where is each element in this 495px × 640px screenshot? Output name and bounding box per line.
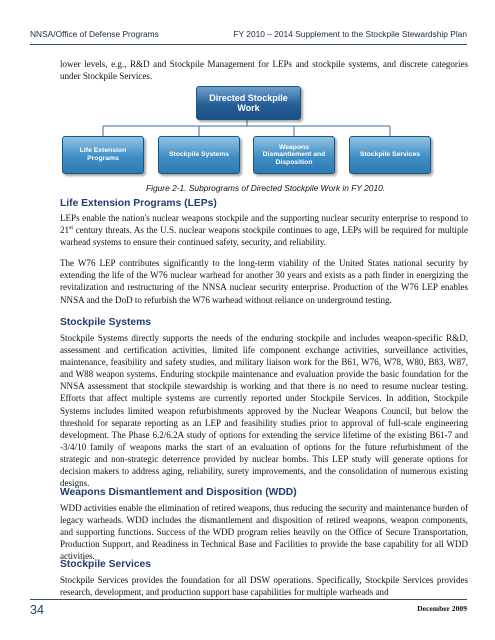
page-header	[30, 26, 467, 45]
intro-text: lower levels, e.g., R&D and Stockpile Management for LEPs and stockpile systems, and discrete categories under Stockpile Services.	[60, 59, 468, 82]
header-left-text: NNSA/Office of Defense Programs	[30, 29, 159, 39]
figure-caption: Figure 2-1. Subprograms of Directed Stockpile Work in FY 2010.	[146, 183, 386, 193]
lep-paragraph-1: LEPs enable the nation's nuclear weapons stockpile and the supporting nuclear security enterprise to respond to 21st century threats. As the U.S. nuclear weapons stockpile continues to age, LEPs will be required for multiple warhead systems to ensure their continued safety, security, and reliability.	[60, 213, 468, 248]
diagram-node-stockpile-services: Stockpile Services	[349, 136, 431, 174]
header-right-text: FY 2010 – 2014 Supplement to the Stockpile Stewardship Plan	[233, 29, 467, 39]
footer-rule	[30, 599, 467, 600]
systems-paragraph-1: Stockpile Systems directly supports the needs of the enduring stockpile and includes weapon-specific R&D, assessment and certification activities, limited life component exchange activities, surveillance activities, maintenance, feasibility and safety studies, and military liaison work for the B61, W76, W78, W80, B83, W87, and W88 weapon systems. Enduring stockpile maintenance and evaluation provide the basic foundation for the NNSA assessment that stockpile stewardship is working and that there is no need to resume nuclear testing. Efforts that affect multiple systems are currently reported under Stockpile Services. In addition, Stockpile Systems includes limited weapon refurbishments approved by the Nuclear Weapons Council, but below the threshold for separate reporting as an LEP and feasibility studies prior to approval of full-scale engineering development. The Phase 6.2/6.2A study of options for extending the service lifetime of the existing B61-7 and -3/4/10 family of weapons marks the start of an evaluation of options for the future refurbishment of the strategic and non-strategic deterrence provided by nuclear bombs. This LEP study will generate options for decision makers to address aging, reliability, surety improvements, and the consolidation of numerous existing designs.	[60, 333, 468, 489]
diagram-node-life-extension-programs: Life Extension Programs	[62, 136, 144, 174]
diagram-node-directed-stockpile-work: Directed Stockpile Work	[196, 86, 301, 120]
services-paragraph-1: Stockpile Services provides the foundation for all DSW operations. Specifically, Stockpile Services provides research, development, and production support base capabilities for multiple warheads and	[60, 575, 468, 598]
section-body-stockpile-systems	[60, 332, 468, 498]
lep-paragraph-2: The W76 LEP contributes significantly to the long-term viability of the United States national security by extending the life of the W76 nuclear warhead for another 30 years and exists as a path finder in energizing the revitalization and restructuring of the NNSA nuclear security enterprise. Production of the W76 LEP enables NNSA and the DoD to refurbish the W76 warhead without reliance on underground testing.	[60, 258, 468, 305]
section-title-wdd: Weapons Dismantlement and Disposition (WDD)	[60, 487, 297, 498]
diagram-node-weapons-dismantlement: Weapons Dismantlement and Disposition	[253, 136, 335, 174]
section-title-lep: Life Extension Programs (LEPs)	[60, 198, 217, 209]
section-title-stockpile-services: Stockpile Services	[60, 559, 152, 570]
wdd-paragraph-1: WDD activities enable the elimination of retired weapons, thus reducing the security and maintenance burden of legacy warheads. WDD includes the dismantlement and disposition of retired weapons, weapon components, and supporting functions. Success of the WDD program relies heavily on the Office of Secure Transportation, Production Support, and Readiness in Technical Base and Facilities to provide the base capability for all WDD activities.	[60, 503, 468, 562]
section-title-stockpile-systems: Stockpile Systems	[60, 317, 151, 328]
page-number: 34	[30, 603, 44, 617]
section-body-lep	[60, 212, 468, 315]
section-body-stockpile-services	[60, 574, 468, 607]
diagram-node-stockpile-systems: Stockpile Systems	[158, 136, 240, 174]
footer-date: December 2009	[417, 604, 467, 613]
